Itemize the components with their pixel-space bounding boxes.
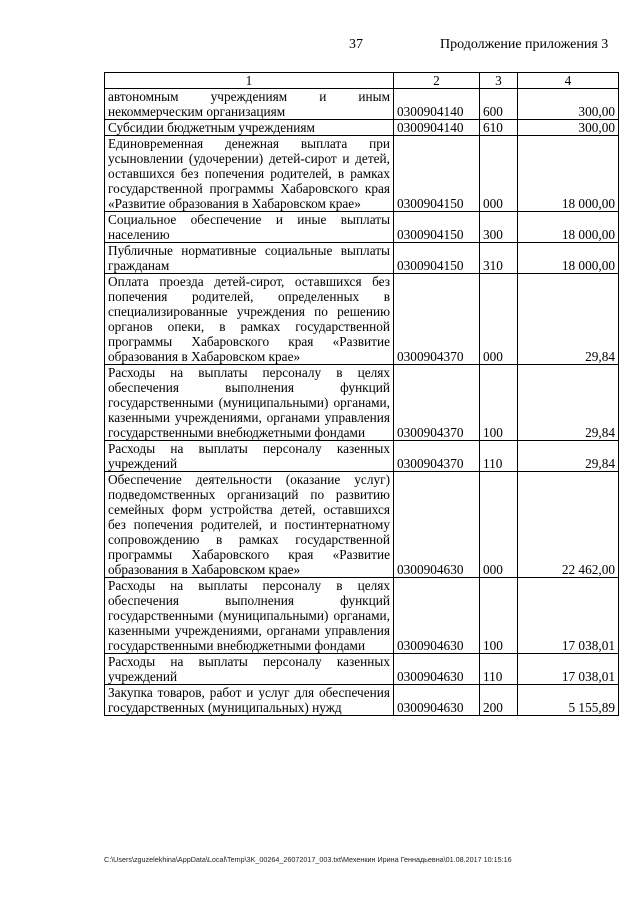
amount-value: 300,00 bbox=[518, 120, 619, 136]
table-row bbox=[105, 578, 619, 654]
appendix-continuation-label: Продолжение приложения 3 bbox=[440, 37, 609, 52]
row-description: Расходы на выплаты персоналу казенных учреждений bbox=[105, 654, 394, 685]
amount-value: 17 038,01 bbox=[518, 578, 619, 654]
target-article-code: 0300904150 bbox=[394, 136, 480, 212]
expense-type-code: 100 bbox=[480, 365, 518, 441]
amount-value: 17 038,01 bbox=[518, 654, 619, 685]
expense-type-code: 610 bbox=[480, 120, 518, 136]
amount-value: 22 462,00 bbox=[518, 472, 619, 578]
target-article-code: 0300904150 bbox=[394, 243, 480, 274]
row-description: Закупка товаров, работ и услуг для обеспечения государственных (муниципальных) нужд bbox=[105, 685, 394, 716]
row-description: Оплата проезда детей-сирот, оставшихся без попечения родителей, определенных в специализированные учреждения по решению органов опеки, в рамках государственной программы Хабаровского края «Развитие образования в Хабаровском крае» bbox=[105, 274, 394, 365]
target-article-code: 0300904630 bbox=[394, 685, 480, 716]
row-description: Субсидии бюджетным учреждениям bbox=[105, 120, 394, 136]
column-header-2: 2 bbox=[394, 73, 480, 89]
amount-value: 300,00 bbox=[518, 89, 619, 120]
table-header bbox=[105, 73, 619, 89]
row-description: Расходы на выплаты персоналу в целях обеспечения выполнения функций государственными (муниципальными) органами, казенными учреждениями, органами управления государственными внебюджетными фондами bbox=[105, 578, 394, 654]
amount-value: 18 000,00 bbox=[518, 212, 619, 243]
table-row bbox=[105, 212, 619, 243]
expense-type-code: 110 bbox=[480, 654, 518, 685]
table-row bbox=[105, 136, 619, 212]
amount-value: 5 155,89 bbox=[518, 685, 619, 716]
target-article-code: 0300904630 bbox=[394, 578, 480, 654]
amount-value: 29,84 bbox=[518, 441, 619, 472]
table-row bbox=[105, 441, 619, 472]
table-row bbox=[105, 685, 619, 716]
amount-value: 29,84 bbox=[518, 365, 619, 441]
target-article-code: 0300904140 bbox=[394, 120, 480, 136]
row-description: Расходы на выплаты персоналу казенных учреждений bbox=[105, 441, 394, 472]
row-description: автономным учреждениям и иным некоммерческим организациям bbox=[105, 89, 394, 120]
expense-type-code: 000 bbox=[480, 136, 518, 212]
table-body bbox=[105, 89, 619, 716]
column-header-4: 4 bbox=[518, 73, 619, 89]
row-description: Социальное обеспечение и иные выплаты населению bbox=[105, 212, 394, 243]
file-path-footer: C:\Users\zguzelekhina\AppData\Local\Temp\3K_00264_26072017_003.txt\Мехенкин Ирина Геннадьевна\01.08.2017 10:15:16 bbox=[104, 855, 512, 864]
row-description: Публичные нормативные социальные выплаты гражданам bbox=[105, 243, 394, 274]
table-row bbox=[105, 120, 619, 136]
expense-type-code: 200 bbox=[480, 685, 518, 716]
expense-type-code: 310 bbox=[480, 243, 518, 274]
target-article-code: 0300904370 bbox=[394, 441, 480, 472]
expense-type-code: 100 bbox=[480, 578, 518, 654]
target-article-code: 0300904630 bbox=[394, 472, 480, 578]
expense-type-code: 000 bbox=[480, 472, 518, 578]
table-row bbox=[105, 274, 619, 365]
table-row bbox=[105, 365, 619, 441]
row-description: Единовременная денежная выплата при усыновлении (удочерении) детей-сирот и детей, оставшихся без попечения родителей, в рамках государственной программы Хабаровского края «Развитие образования в Хабаровском крае» bbox=[105, 136, 394, 212]
table-row bbox=[105, 654, 619, 685]
expense-type-code: 110 bbox=[480, 441, 518, 472]
column-header-1: 1 bbox=[105, 73, 394, 89]
target-article-code: 0300904140 bbox=[394, 89, 480, 120]
budget-table bbox=[104, 72, 619, 716]
column-number-row bbox=[105, 73, 619, 89]
target-article-code: 0300904370 bbox=[394, 365, 480, 441]
target-article-code: 0300904150 bbox=[394, 212, 480, 243]
table-row bbox=[105, 243, 619, 274]
page-number: 37 bbox=[349, 37, 363, 52]
expense-type-code: 600 bbox=[480, 89, 518, 120]
target-article-code: 0300904370 bbox=[394, 274, 480, 365]
amount-value: 18 000,00 bbox=[518, 136, 619, 212]
row-description: Обеспечение деятельности (оказание услуг) подведомственных организаций по развитию семейных форм устройства детей, оставшихся без попечения родителей, и постинтернатному сопровождению в рамках государственной программы Хабаровского края «Развитие образования в Хабаровском крае» bbox=[105, 472, 394, 578]
table-row bbox=[105, 89, 619, 120]
amount-value: 29,84 bbox=[518, 274, 619, 365]
column-header-3: 3 bbox=[480, 73, 518, 89]
target-article-code: 0300904630 bbox=[394, 654, 480, 685]
expense-type-code: 300 bbox=[480, 212, 518, 243]
expense-type-code: 000 bbox=[480, 274, 518, 365]
row-description: Расходы на выплаты персоналу в целях обеспечения выполнения функций государственными (муниципальными) органами, казенными учреждениями, органами управления государственными внебюджетными фондами bbox=[105, 365, 394, 441]
table-row bbox=[105, 472, 619, 578]
amount-value: 18 000,00 bbox=[518, 243, 619, 274]
